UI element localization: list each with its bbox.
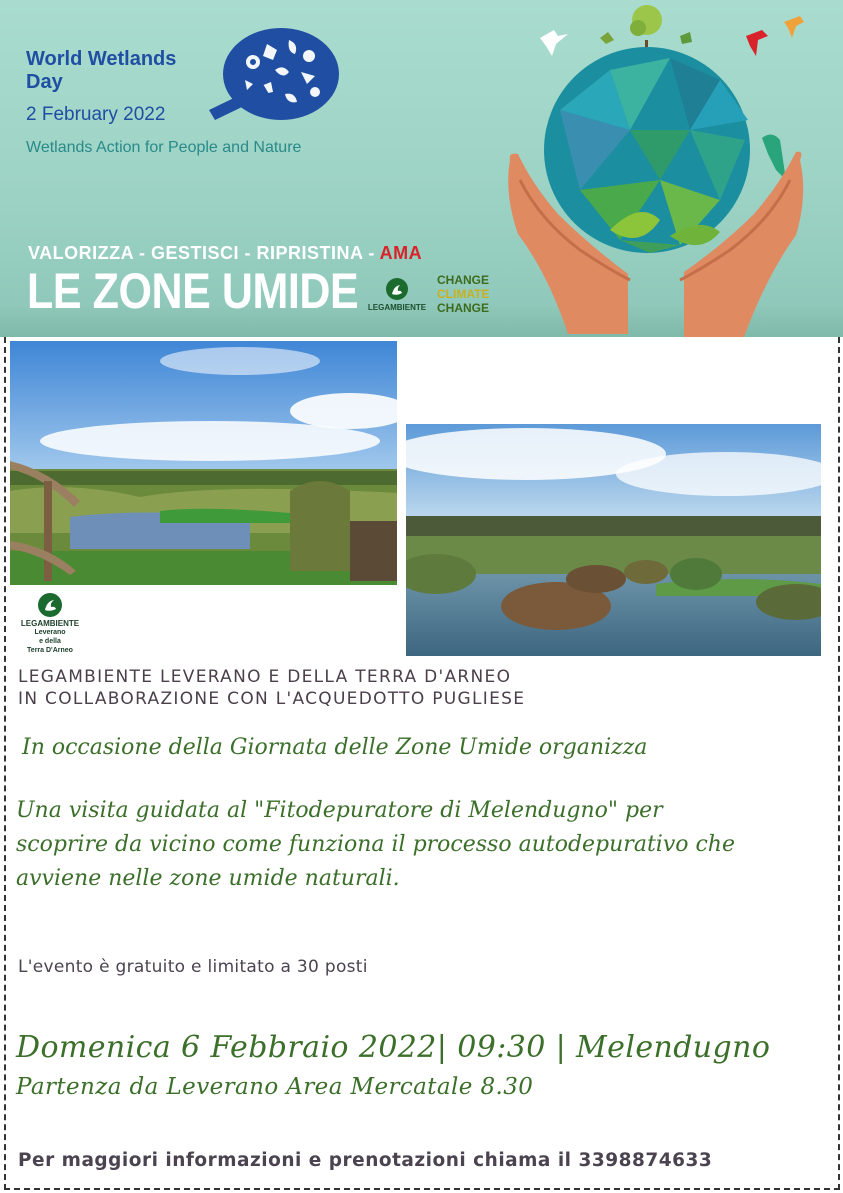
date-time-location: Domenica 6 Febbraio 2022| 09:30 | Melendugno — [16, 1030, 771, 1065]
visit-description-line: avviene nelle zone umide naturali. — [16, 866, 400, 891]
event-motto: Wetlands Action for People and Nature — [26, 139, 302, 156]
change-logo-line: CHANGE — [437, 301, 490, 315]
event-date: 2 February 2022 — [26, 104, 166, 125]
change-logo-line: CLIMATE — [437, 287, 490, 301]
legambiente-subline: e della — [39, 638, 61, 645]
wetlands-emblem-icon — [205, 22, 345, 132]
change-logo-line: CHANGE — [437, 273, 490, 287]
wetland-reeds-image — [406, 424, 821, 656]
free-event-notice: L'evento è gratuito e limitato a 30 posti — [18, 957, 368, 977]
globe-hands-illustration — [500, 0, 843, 337]
legambiente-name: LEGAMBIENTE — [20, 619, 80, 628]
event-title: World Wetlands Day — [26, 48, 177, 93]
red-bird-icon — [746, 30, 768, 56]
contact-info: Per maggiori informazioni e prenotazioni chiama il 3398874633 — [18, 1150, 713, 1171]
visit-description-line: Una visita guidata al "Fitodepuratore di Melendugno" per — [16, 798, 663, 823]
swan-icon — [37, 592, 63, 618]
slogan-line — [28, 243, 422, 264]
swan-icon — [384, 277, 410, 301]
wetland-photo-right — [406, 424, 821, 656]
wetland-boardwalk-image — [10, 341, 397, 585]
main-title: LE ZONE UMIDE — [27, 263, 359, 319]
organizers-line: IN COLLABORAZIONE CON L'ACQUEDOTTO PUGLIESE — [18, 689, 526, 709]
organizers-line: LEGAMBIENTE LEVERANO E DELLA TERRA D'ARNEO — [18, 667, 512, 687]
legambiente-leverano-logo — [14, 592, 86, 655]
visit-description-line: scoprire da vicino come funziona il processo autodepurativo che — [16, 832, 735, 857]
dove-icon — [540, 30, 568, 56]
climate-change-logo — [437, 273, 490, 315]
header-banner — [0, 0, 843, 337]
occasion-text: In occasione della Giornata delle Zone Umide organizza — [22, 735, 648, 760]
departure-info: Partenza da Leverano Area Mercatale 8.30 — [16, 1074, 534, 1100]
slogan-verbs: VALORIZZA - GESTISCI - RIPRISTINA - — [28, 243, 380, 263]
legambiente-subline: Terra D'Arneo — [27, 647, 73, 654]
legambiente-label: LEGAMBIENTE — [367, 303, 427, 312]
legambiente-subline: Leverano — [34, 629, 66, 636]
legambiente-logo — [366, 277, 428, 317]
wetland-photo-left — [10, 341, 397, 585]
slogan-ama: AMA — [379, 243, 423, 263]
orange-bird-icon — [784, 16, 804, 38]
